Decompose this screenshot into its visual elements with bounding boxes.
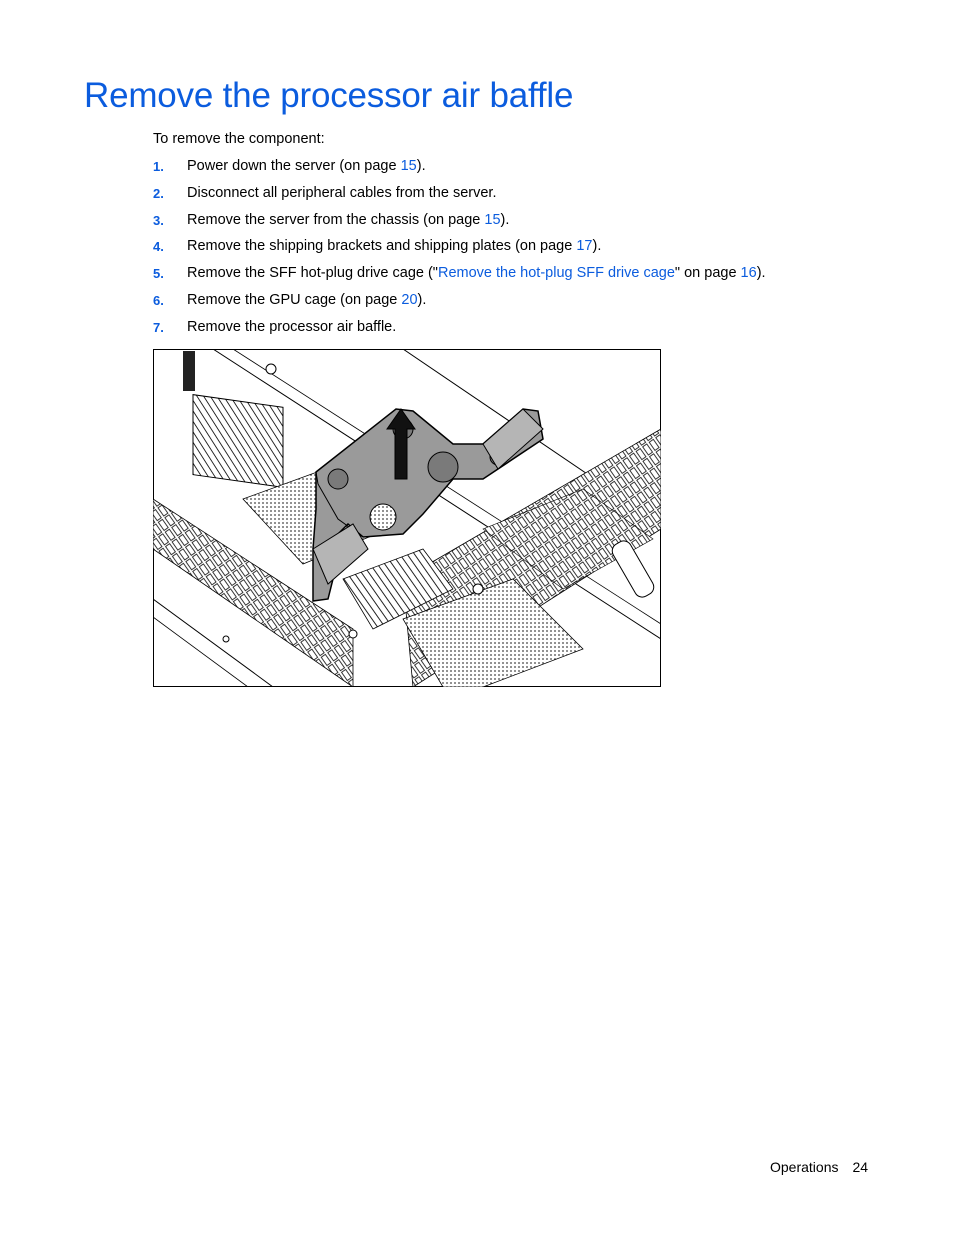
step-number: 2. [153, 185, 164, 201]
step-text-part: Power down the server (on page [187, 158, 401, 174]
page-link[interactable]: 16 [740, 265, 757, 282]
step-text-part: Remove the shipping brackets and shipping plates (on page [187, 238, 577, 255]
intro-text: To remove the component: [153, 131, 325, 147]
step-list [153, 158, 853, 346]
step-text [187, 265, 766, 281]
footer-section: Operations [770, 1159, 839, 1175]
step-number: 6. [153, 292, 164, 308]
step-5 [153, 265, 853, 292]
step-6 [153, 292, 853, 319]
step-text [187, 158, 426, 174]
server-board-drawing [153, 349, 661, 687]
step-text-part: ). [417, 291, 427, 308]
step-text [187, 212, 509, 228]
step-text-part: Remove the processor air baffle. [187, 318, 397, 335]
step-text-part: " on page [674, 265, 741, 282]
step-text-part: ). [500, 211, 510, 228]
page-link[interactable]: 17 [576, 238, 593, 255]
page-title: Remove the processor air baffle [84, 76, 574, 115]
step-1 [153, 158, 853, 185]
step-number: 4. [153, 239, 164, 255]
page-link[interactable]: 15 [400, 158, 417, 174]
step-number: 1. [153, 159, 164, 174]
step-text-part: ). [756, 265, 766, 282]
step-text-part: ). [592, 238, 602, 255]
page-link[interactable]: 15 [484, 211, 501, 228]
step-text [187, 319, 396, 335]
step-text-part: Remove the GPU cage (on page [187, 291, 402, 308]
step-text-part: Disconnect all peripheral cables from the server. [187, 184, 497, 201]
step-text [187, 238, 601, 254]
page-number: 24 [852, 1159, 869, 1175]
page-link[interactable]: 20 [401, 291, 418, 308]
air-baffle-illustration [153, 349, 661, 687]
step-text [187, 185, 496, 201]
step-text [187, 292, 426, 308]
step-number: 7. [153, 319, 164, 335]
step-text-part: Remove the SFF hot-plug drive cage (" [187, 265, 438, 282]
step-2 [153, 185, 853, 212]
page-footer [770, 1159, 868, 1175]
step-text-part: ). [416, 158, 426, 174]
step-number: 3. [153, 212, 164, 228]
step-7 [153, 319, 853, 346]
step-3 [153, 212, 853, 239]
step-4 [153, 238, 853, 265]
step-text-part: Remove the server from the chassis (on page [187, 211, 485, 228]
cross-reference-link[interactable]: Remove the hot-plug SFF drive cage [437, 265, 675, 282]
step-number: 5. [153, 266, 164, 282]
